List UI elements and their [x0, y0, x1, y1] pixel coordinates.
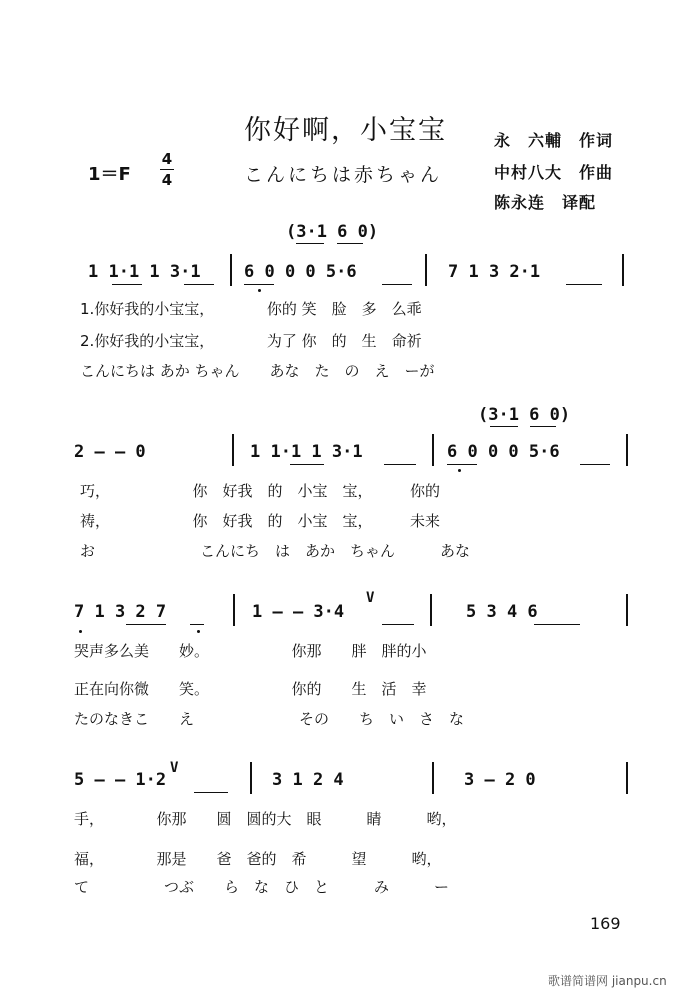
lyric-line-2: 福， 那是 爸 爸的 希 望 哟， [74, 850, 442, 868]
lyric-line-2: 正在向你微 笑。 你的 生 活 幸 [74, 680, 427, 698]
measure-12: 3 — 2 0 [464, 770, 536, 790]
measure-11: 3 1 2 4 [272, 770, 344, 790]
measure-1: 1 1·1 1 3·1 [88, 262, 201, 282]
lyric-line-2: 2.你好我的小宝宝， 为了 你 的 生 命祈 [80, 332, 422, 350]
measure-2: 6 0 0 0 5·6 [244, 262, 357, 282]
barline [432, 762, 434, 794]
barline [626, 594, 628, 626]
watermark: 歌谱简谱网 jianpu.cn [548, 974, 667, 988]
measure-6: 6 0 0 0 5·6 [447, 442, 560, 462]
barline [425, 254, 427, 286]
measure-9: 5 3 4 6 [466, 602, 538, 622]
measure-3: 7 1 3 2·1 [448, 262, 541, 282]
barline [626, 762, 628, 794]
breath-mark: V [170, 760, 179, 776]
pickup-annotation: (3·1 6 0) [478, 405, 571, 425]
key-signature: 1＝F [88, 164, 131, 185]
breath-mark: V [366, 590, 375, 606]
measure-4: 2 — — 0 [74, 442, 146, 462]
lyric-line-1: 哭声多么美 妙。 你那 胖 胖的小 [74, 642, 427, 660]
barline [622, 254, 624, 286]
lyric-line-3: お こんにち は あか ちゃん あな [80, 542, 471, 560]
pickup-annotation: (3·1 6 0) [286, 222, 379, 242]
lyric-line-3: たのなきこ え その ち い さ な [74, 710, 465, 728]
barline [233, 594, 235, 626]
lyric-line-1: 1.你好我的小宝宝， 你的 笑 脸 多 么乖 [80, 300, 422, 318]
barline [626, 434, 628, 466]
lyric-line-3: て つぶ ら な ひ と み ー [74, 878, 450, 896]
lyric-line-3: こんにちは あか ちゃん あな た の え ーが [80, 362, 435, 380]
measure-10: 5 — — 1·2 [74, 770, 167, 790]
measure-7: 7 1 3 2 7 [74, 602, 167, 622]
song-subtitle: こんにちは赤ちゃん [244, 164, 443, 186]
song-title: 你好啊，小宝宝 [244, 115, 447, 146]
lyric-line-2: 祷， 你 好我 的 小宝 宝， 未来 [80, 512, 441, 530]
page-number: 169 [590, 914, 621, 933]
time-signature [160, 150, 174, 189]
measure-5: 1 1·1 1 3·1 [250, 442, 363, 462]
credit-composer: 中村八大 作曲 [494, 163, 614, 182]
credit-arranger: 陈永连 译配 [494, 193, 597, 212]
barline [432, 434, 434, 466]
time-signature-numerator: 4 [161, 150, 173, 168]
barline [232, 434, 234, 466]
barline [230, 254, 232, 286]
time-signature-denominator: 4 [161, 171, 173, 189]
barline [250, 762, 252, 794]
measure-8: 1 — — 3·4 [252, 602, 345, 622]
credit-lyricist: 永 六輔 作词 [494, 131, 614, 150]
lyric-line-1: 巧， 你 好我 的 小宝 宝， 你的 [80, 482, 441, 500]
lyric-line-1: 手， 你那 圆 圆的大 眼 睛 哟， [74, 810, 457, 828]
barline [430, 594, 432, 626]
